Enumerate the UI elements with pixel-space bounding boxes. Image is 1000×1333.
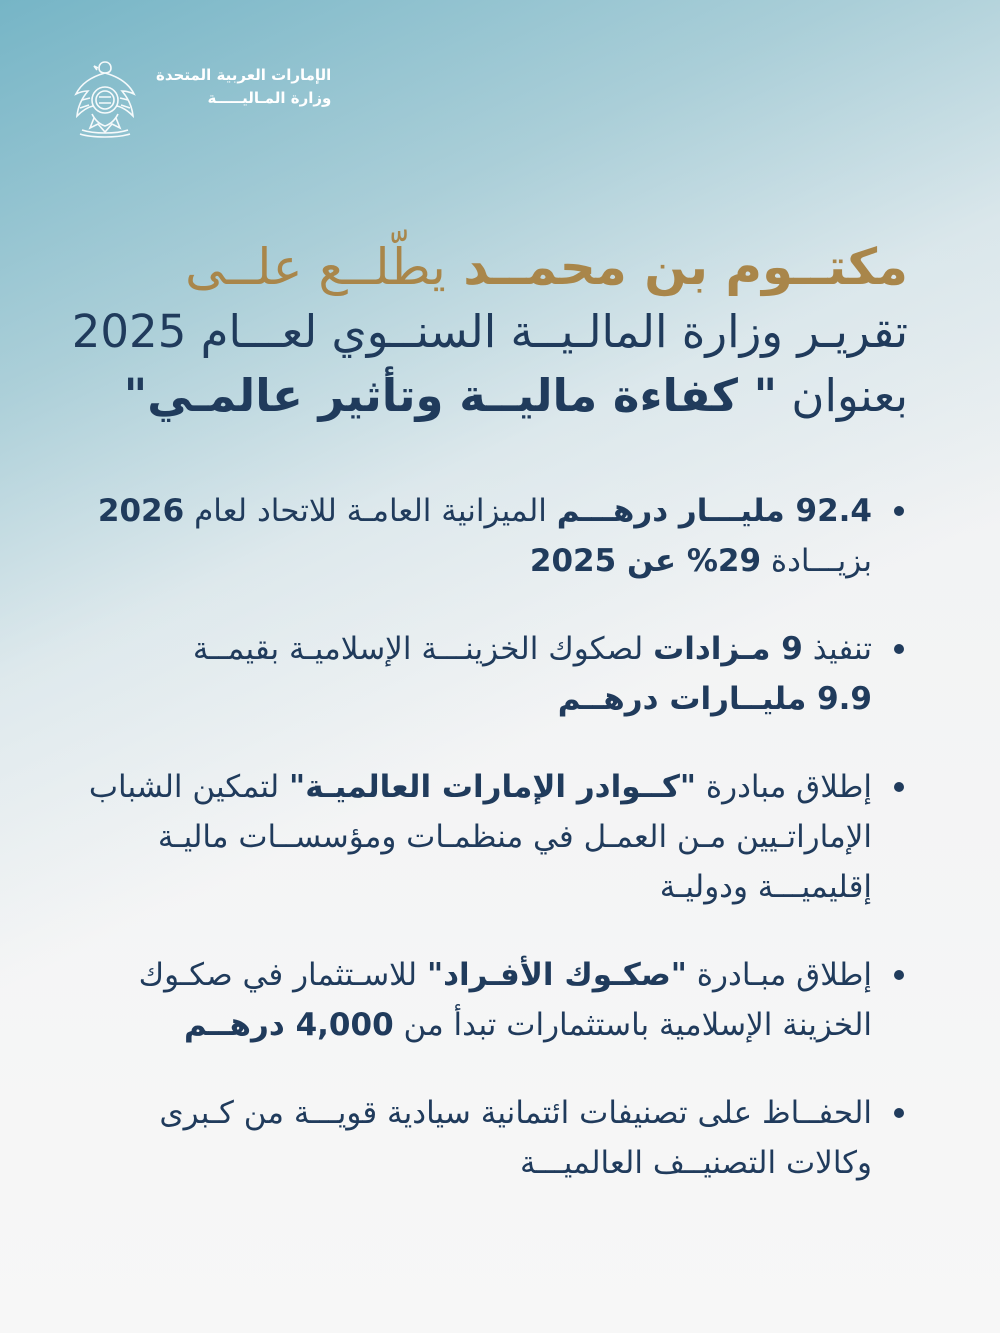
bullet-bold: "صكـوك الأفـراد" [426, 957, 687, 993]
bullet-text: للاسـتثمار في صكـوك [138, 957, 418, 993]
bullet-dot-icon [894, 644, 904, 654]
logo-ministry-name: وزارة المـاليـــــة [207, 89, 332, 107]
bullet-line: إقليميـــة ودوليـة [659, 869, 872, 905]
bullet-line [108, 950, 872, 1000]
uae-eagle-emblem-icon [68, 56, 142, 140]
bullet-dot-icon [894, 970, 904, 980]
headline-line-1 [88, 234, 908, 300]
list-item [108, 1088, 908, 1188]
bullet-line: الإماراتـيين مـن العمـل في منظمـات ومؤسســات ماليـة [157, 819, 872, 855]
bullet-line [108, 1000, 872, 1050]
bullet-line: وكالات التصنيــف العالميـــة [519, 1145, 872, 1181]
bullet-text: الخزينة الإسلامية باستثمارات تبدأ من [403, 1007, 872, 1043]
logo-org-name: الإمارات العربية المتحدة [156, 66, 332, 84]
bullet-bold: "كــوادر الإمارات العالميـة" [289, 769, 697, 805]
bullet-bold: 4,000 درهــم [184, 1007, 394, 1043]
bullet-text: لتمكين الشباب [88, 769, 280, 805]
headline-verb: يطّلــع علــى [185, 238, 446, 296]
bullet-line [108, 536, 872, 586]
bullet-bold: 29% عن 2025 [529, 543, 762, 579]
bullet-line [88, 762, 872, 812]
bullet-text: تنفيذ [812, 631, 872, 667]
bullet-dot-icon [894, 1108, 904, 1118]
list-item [108, 950, 908, 1050]
headline-prefix: بعنوان [791, 369, 908, 422]
highlights-list [88, 486, 908, 1226]
bullet-bold: 2026 [97, 493, 185, 529]
bullet-line [97, 486, 872, 536]
bullet-line [108, 624, 872, 674]
list-item [108, 624, 908, 724]
bullet-line: الحفــاظ على تصنيفات ائتمانية سيادية قويـــة من كـبرى [159, 1095, 872, 1131]
report-title: " كفاءة ماليــة وتأثير عالمـي" [123, 369, 778, 422]
bullet-dot-icon [894, 782, 904, 792]
bullet-text: لصكوك الخزينـــة الإسلاميـة بقيمــة [192, 631, 644, 667]
headline-name: مكتــوم بن محمــد [463, 238, 908, 296]
bullet-text: إطلاق مبـادرة [696, 957, 872, 993]
headline [71, 234, 908, 428]
bullet-bold: 9 مـزادات [653, 631, 803, 667]
headline-line-2: تقريـر وزارة المالـيــة السنــوي لعـــام 2025 [71, 305, 908, 358]
bullet-text: بزيـــادة [770, 543, 872, 579]
ministry-logo [68, 56, 338, 136]
list-item [97, 486, 908, 586]
bullet-bold: 9.9 مليــارات درهــم [557, 681, 872, 717]
bullet-bold: 92.4 مليـــار درهـــم [556, 493, 872, 529]
bullet-dot-icon [894, 506, 904, 516]
bullet-text: الميزانية العامـة للاتحاد لعام [194, 493, 547, 529]
headline-line-3 [88, 364, 908, 428]
list-item [88, 762, 908, 912]
bullet-line [108, 674, 872, 724]
bullet-text: إطلاق مبادرة [705, 769, 872, 805]
